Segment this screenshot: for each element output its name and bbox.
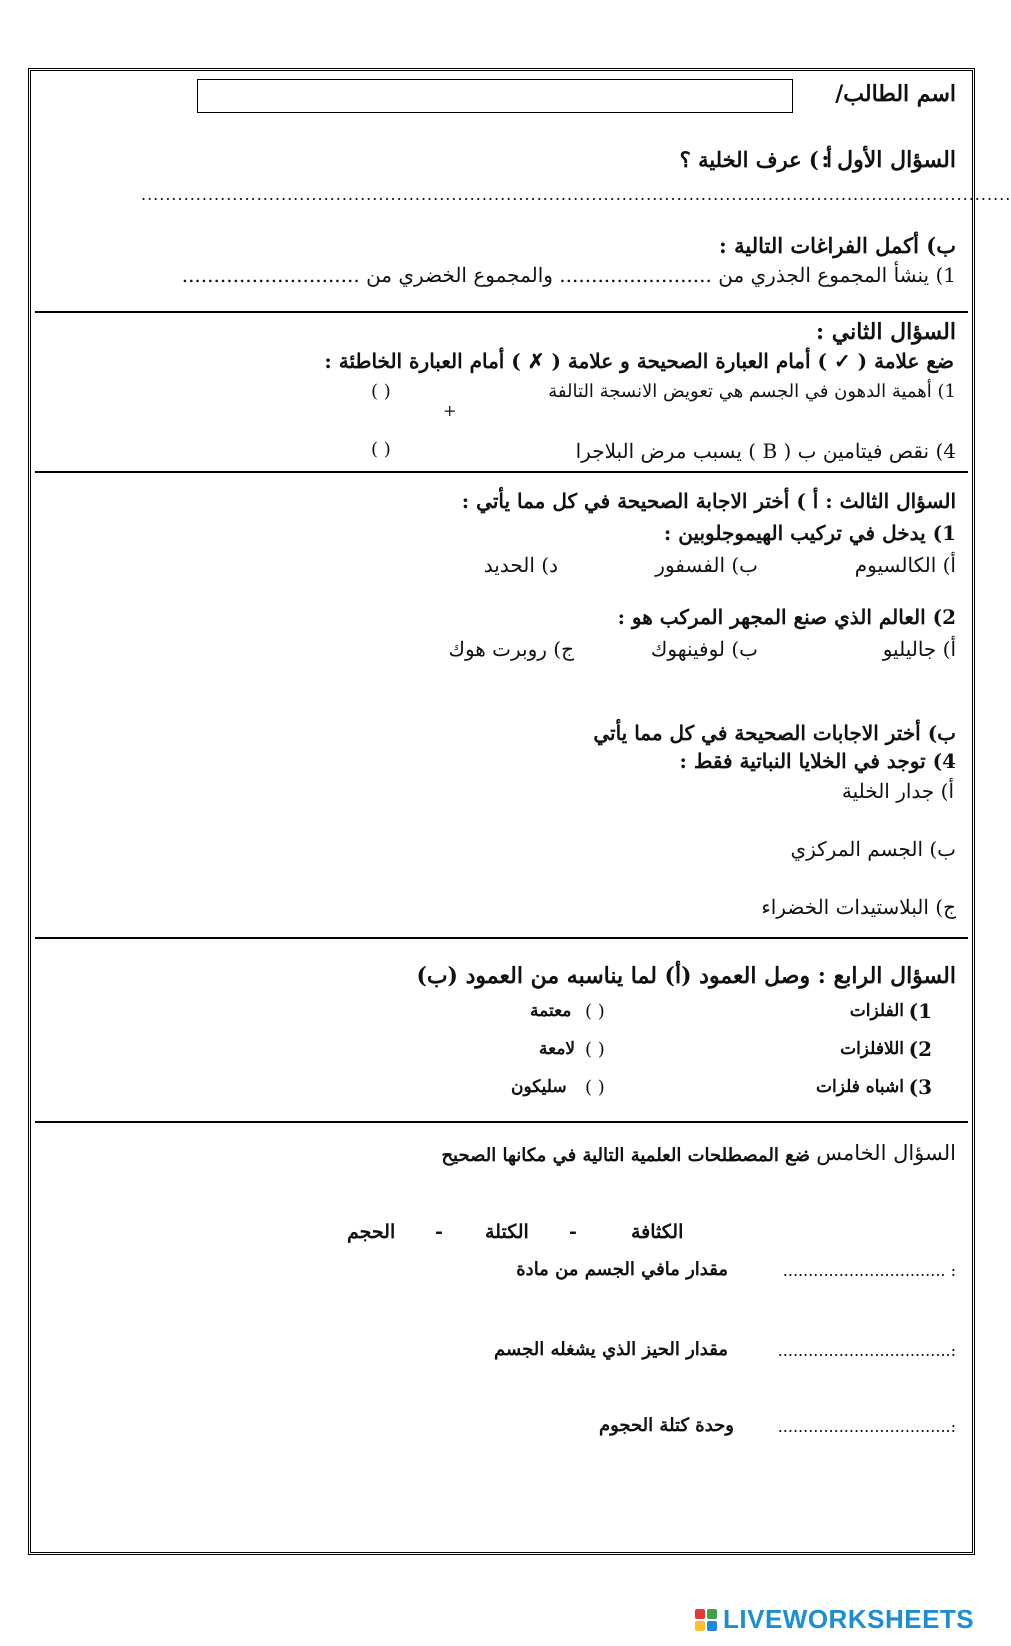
- q5-term-density: الكثافة: [631, 1221, 684, 1243]
- q4-row-3-num: 3): [908, 1075, 932, 1099]
- q3-title: السؤال الثالث : أ ) أختر الاجابة الصحيحة في كل مما يأتي :: [461, 489, 956, 513]
- student-name-label: اسم الطالب/: [835, 81, 956, 107]
- q5-title-prefix: السؤال الخامس :: [802, 1141, 956, 1165]
- logo-square-yellow: [695, 1621, 705, 1631]
- q5-term-mass: الكتلة: [485, 1221, 529, 1243]
- q2-item-1-answer[interactable]: ( ): [371, 381, 391, 402]
- section-q1: [35, 71, 1011, 313]
- q4-row-3-col-a: اشباه فلزات: [816, 1077, 904, 1097]
- q2-instruction: ضع علامة ( ✓ ) أمام العبارة الصحيحة و علامة ( ✗ ) أمام العبارة الخاطئة :: [324, 349, 954, 373]
- q4-row-3-answer[interactable]: ( ): [585, 1077, 605, 1098]
- q4-row-1-num: 1): [908, 999, 932, 1023]
- q3-item-1: 1) يدخل في تركيب الهيموجلوبين :: [663, 521, 956, 545]
- q1-item-1: 1) ينشأ المجموع الجذري من ........................ والمجموع الخضري من ............................: [181, 263, 956, 287]
- q5-term-volume: الحجم: [347, 1221, 396, 1243]
- q2-item-4: 4) نقص فيتامين ب ( B ) يسبب مرض البلاجرا: [575, 439, 956, 463]
- student-name-input[interactable]: [197, 79, 793, 113]
- q1-answer-line[interactable]: ...............................................................................................................................................: [141, 185, 1011, 204]
- q4-row-3-col-b: سليكون: [511, 1077, 567, 1097]
- q4-row-1-answer[interactable]: ( ): [585, 1001, 605, 1022]
- logo-square-blue: [707, 1621, 717, 1631]
- q3-item-2-option-b[interactable]: ب) لوفينهوك: [650, 637, 758, 661]
- q3-part-b-title: ب) أختر الاجابات الصحيحة في كل مما يأتي: [593, 721, 956, 745]
- q5-row-1-blank[interactable]: ................................ :: [782, 1261, 956, 1280]
- q3-item-4-option-c[interactable]: ج) البلاستيدات الخضراء: [761, 895, 956, 919]
- q5-term-separator-1: -: [569, 1221, 577, 1243]
- liveworksheets-brand: LIVEWORKSHEETS: [723, 1604, 975, 1634]
- q3-item-1-option-d[interactable]: د) الحديد: [483, 553, 558, 577]
- liveworksheets-logo[interactable]: [695, 1604, 974, 1635]
- section-q5: [35, 1121, 968, 1551]
- q3-item-2: 2) العالم الذي صنع المجهر المركب هو :: [617, 605, 956, 629]
- q4-row-2-col-b: لامعة: [539, 1039, 576, 1059]
- section-q3: [35, 471, 968, 939]
- logo-square-green: [707, 1609, 717, 1619]
- q1-title: السؤال الأول :: [821, 147, 956, 173]
- q4-row-1-col-b: معتمة: [530, 1001, 572, 1021]
- q1-part-a: أ ) عرف الخلية ؟: [679, 147, 832, 172]
- q3-item-2-option-a[interactable]: أ) جاليليو: [882, 637, 956, 661]
- q5-row-2-blank[interactable]: ..................................:: [777, 1341, 956, 1360]
- q4-title: السؤال الرابع : وصل العمود (أ) لما يناسبه من العمود (ب): [416, 963, 956, 989]
- q3-item-1-option-b[interactable]: ب) الفسفور: [655, 553, 758, 577]
- section-q2: [35, 311, 968, 473]
- q3-item-2-option-c[interactable]: ج) روبرت هوك: [448, 637, 574, 661]
- q5-row-3-blank[interactable]: ..................................:: [777, 1417, 956, 1436]
- q5-term-separator-2: -: [435, 1221, 443, 1243]
- q4-row-1-col-a: الفلزات: [849, 1001, 904, 1021]
- q5-row-2-definition: مقدار الحيز الذي يشغله الجسم: [494, 1339, 728, 1360]
- plus-mark: +: [443, 401, 457, 420]
- q5-row-3-definition: وحدة كتلة الحجوم: [598, 1415, 734, 1436]
- liveworksheets-logo-icon: [695, 1609, 717, 1631]
- q2-item-4-answer[interactable]: ( ): [371, 439, 391, 460]
- q3-item-1-option-a[interactable]: أ) الكالسيوم: [854, 553, 956, 577]
- q3-item-4-option-a[interactable]: أ) جدار الخلية: [841, 779, 954, 803]
- q3-item-4-option-b[interactable]: ب) الجسم المركزي: [790, 837, 956, 861]
- section-q4: [35, 937, 968, 1123]
- q1-part-b-title: ب) أكمل الفراغات التالية :: [719, 233, 956, 258]
- q5-row-1-definition: مقدار مافي الجسم من مادة: [516, 1259, 728, 1280]
- q3-item-4: 4) توجد في الخلايا النباتية فقط :: [679, 749, 956, 773]
- q4-row-2-num: 2): [908, 1037, 932, 1061]
- q2-item-1: 1) أهمية الدهون في الجسم هي تعويض الانسجة التالفة: [548, 381, 956, 402]
- worksheet-frame: [28, 68, 1011, 1555]
- q4-row-2-col-a: اللافلزات: [840, 1039, 904, 1059]
- q5-title-instruction: ضع المصطلحات العلمية التالية في مكانها الصحيح: [441, 1145, 810, 1166]
- logo-square-red: [695, 1609, 705, 1619]
- q2-title: السؤال الثاني :: [816, 319, 956, 345]
- q4-row-2-answer[interactable]: ( ): [585, 1039, 605, 1060]
